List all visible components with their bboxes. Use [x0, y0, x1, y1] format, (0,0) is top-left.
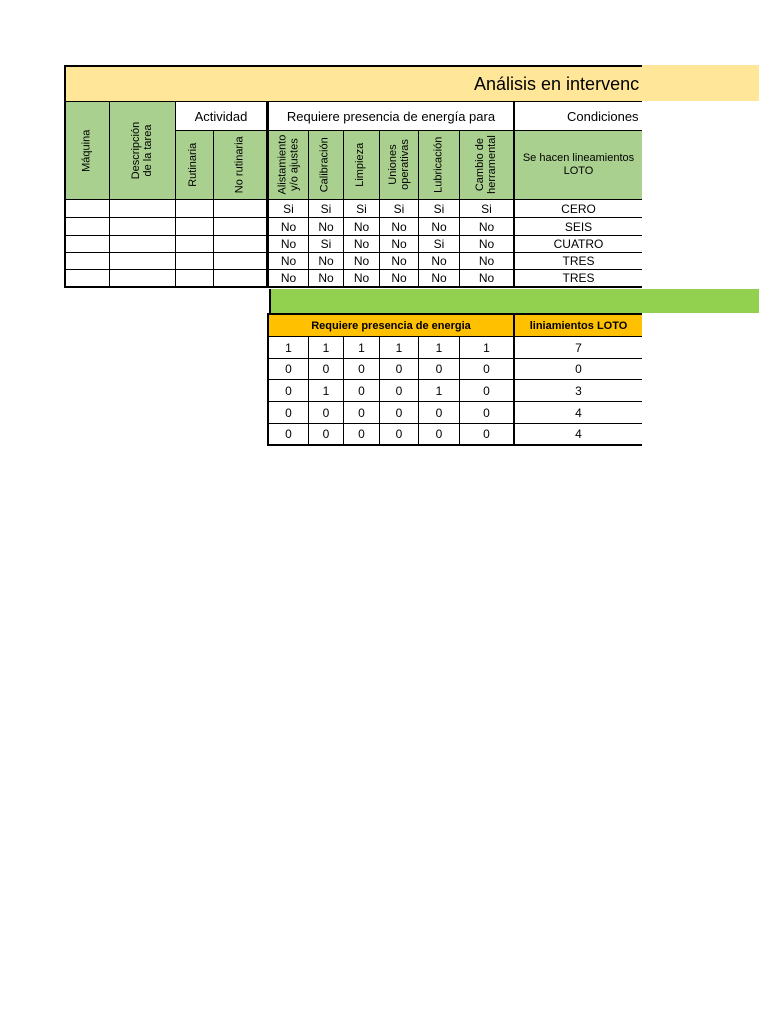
table-cell[interactable]: 0 — [380, 358, 419, 380]
table-cell[interactable]: 0 — [380, 424, 419, 446]
loto-count-cell[interactable]: 3 — [515, 380, 642, 402]
table-cell[interactable]: 1 — [309, 337, 344, 359]
table-cell[interactable]: Si — [460, 200, 515, 218]
table-cell[interactable] — [110, 236, 176, 253]
header-rutinaria[interactable] — [176, 130, 214, 200]
table-cell[interactable]: 0 — [267, 402, 309, 424]
table-cell[interactable]: No — [267, 236, 309, 253]
table-cell[interactable]: 0 — [309, 358, 344, 380]
table-cell[interactable]: Si — [419, 236, 460, 253]
table-cell[interactable] — [110, 200, 176, 218]
header-maquina-label: Máquina — [80, 129, 93, 172]
title-cell[interactable] — [64, 65, 642, 101]
header-requiere-label: Requiere presencia de energía para — [286, 108, 496, 124]
table-cell[interactable]: 1 — [309, 380, 344, 402]
table-cell[interactable] — [176, 236, 214, 253]
table-cell[interactable] — [176, 270, 214, 288]
header-energy-col[interactable] — [267, 130, 309, 200]
header-no-rutinaria[interactable] — [214, 130, 267, 200]
header-loto-question-label: Se hacen lineamientos LOTO — [522, 151, 635, 177]
loto-count-cell[interactable]: 7 — [515, 337, 642, 359]
table-cell[interactable]: No — [460, 236, 515, 253]
title-overflow-band — [642, 65, 759, 101]
table-cell[interactable] — [176, 218, 214, 236]
table-cell[interactable]: 0 — [267, 380, 309, 402]
table-cell[interactable]: 0 — [380, 402, 419, 424]
header-energy-col[interactable] — [309, 130, 344, 200]
table-cell[interactable]: No — [419, 253, 460, 270]
table-cell[interactable]: 0 — [460, 402, 515, 424]
header-rutinaria-label: Rutinaria — [187, 142, 200, 188]
table-cell[interactable]: No — [344, 218, 380, 236]
table-cell[interactable] — [64, 200, 110, 218]
header-no-rutinaria-label: No rutinaria — [233, 136, 246, 194]
table-cell[interactable]: 0 — [380, 380, 419, 402]
table-cell[interactable]: 1 — [419, 380, 460, 402]
table-cell[interactable]: 0 — [309, 424, 344, 446]
table-cell[interactable]: 0 — [267, 358, 309, 380]
header-descripcion[interactable] — [110, 101, 176, 200]
header-loto-question[interactable] — [515, 130, 642, 200]
table-cell[interactable] — [110, 218, 176, 236]
table-cell[interactable]: Si — [309, 236, 344, 253]
table-cell[interactable]: 0 — [267, 424, 309, 446]
table-cell[interactable]: 0 — [344, 424, 380, 446]
header-descripcion-label: Descripción de la tarea — [129, 121, 154, 180]
loto-count-cell[interactable]: 0 — [515, 358, 642, 380]
table-cell[interactable]: No — [309, 253, 344, 270]
header-energy-col[interactable] — [419, 130, 460, 200]
table-cell[interactable]: No — [380, 236, 419, 253]
table-cell[interactable]: No — [460, 253, 515, 270]
table-cell[interactable]: Si — [309, 200, 344, 218]
table-cell[interactable]: 0 — [344, 380, 380, 402]
table-cell[interactable]: 1 — [267, 337, 309, 359]
header-maquina[interactable] — [64, 101, 110, 200]
table-cell[interactable]: No — [267, 253, 309, 270]
loto-cell[interactable]: CUATRO — [515, 236, 642, 253]
table-cell[interactable]: No — [344, 236, 380, 253]
table-cell[interactable]: 0 — [419, 424, 460, 446]
header-energy-col-label: Alistamiento y/o ajustes — [275, 135, 300, 195]
table-cell[interactable] — [110, 253, 176, 270]
table-cell[interactable] — [214, 218, 267, 236]
header-actividad[interactable] — [176, 101, 267, 130]
table-cell[interactable]: No — [267, 270, 309, 288]
table-cell[interactable] — [214, 236, 267, 253]
bottom-header-loto[interactable] — [515, 313, 642, 337]
bottom-header-energy[interactable] — [267, 313, 515, 337]
table-cell[interactable] — [64, 218, 110, 236]
table-cell[interactable] — [110, 270, 176, 288]
header-energy-col-label: Uniones operativas — [386, 139, 410, 191]
header-requiere[interactable] — [267, 101, 515, 130]
table-cell[interactable]: 1 — [344, 337, 380, 359]
table-cell[interactable]: No — [344, 270, 380, 288]
table-cell[interactable]: 1 — [380, 337, 419, 359]
table-cell[interactable] — [64, 270, 110, 288]
table-cell[interactable]: Si — [380, 200, 419, 218]
table-cell[interactable]: No — [419, 218, 460, 236]
header-energy-col-label: Limpieza — [354, 142, 367, 188]
table-cell[interactable]: No — [380, 253, 419, 270]
table-cell[interactable]: No — [460, 270, 515, 288]
header-energy-col[interactable] — [344, 130, 380, 200]
table-cell[interactable]: No — [309, 218, 344, 236]
header-actividad-label: Actividad — [194, 108, 248, 124]
table-cell[interactable]: 0 — [419, 358, 460, 380]
bottom-header-loto-label: liniamientos LOTO — [529, 319, 628, 332]
header-energy-col[interactable] — [460, 130, 515, 200]
table-cell[interactable]: 1 — [419, 337, 460, 359]
header-energy-col-label: Cambio de herramental — [473, 135, 498, 195]
loto-count-cell[interactable]: 4 — [515, 402, 642, 424]
table-cell[interactable]: 0 — [309, 402, 344, 424]
table-cell[interactable]: No — [380, 270, 419, 288]
loto-count-cell[interactable]: 4 — [515, 424, 642, 446]
table-cell[interactable]: No — [380, 218, 419, 236]
table-cell[interactable] — [64, 253, 110, 270]
table-cell[interactable]: No — [309, 270, 344, 288]
table-cell[interactable]: 0 — [344, 402, 380, 424]
table-cell[interactable]: No — [419, 270, 460, 288]
table-cell[interactable]: Si — [344, 200, 380, 218]
table-cell[interactable]: Si — [267, 200, 309, 218]
table-cell[interactable]: 1 — [460, 337, 515, 359]
table-cell[interactable] — [176, 200, 214, 218]
green-band — [269, 289, 759, 313]
table-cell[interactable] — [214, 253, 267, 270]
header-condiciones-label: Condiciones — [567, 108, 639, 124]
page-title: Análisis en intervenc — [474, 73, 640, 94]
loto-cell[interactable]: SEIS — [515, 218, 642, 236]
table-cell[interactable]: Si — [419, 200, 460, 218]
table-cell[interactable] — [176, 253, 214, 270]
table-cell[interactable]: No — [344, 253, 380, 270]
table-cell[interactable] — [214, 270, 267, 288]
table-cell[interactable]: 0 — [460, 424, 515, 446]
table-cell[interactable] — [64, 236, 110, 253]
table-cell[interactable]: 0 — [460, 358, 515, 380]
header-energy-col[interactable] — [380, 130, 419, 200]
loto-cell[interactable]: CERO — [515, 200, 642, 218]
header-energy-col-label: Lubricación — [432, 136, 445, 194]
loto-cell[interactable]: TRES — [515, 253, 642, 270]
table-cell[interactable] — [214, 200, 267, 218]
bottom-header-energy-label: Requiere presencia de energia — [311, 319, 471, 332]
table-cell[interactable]: 0 — [419, 402, 460, 424]
table-cell[interactable]: No — [267, 218, 309, 236]
table-cell[interactable]: 0 — [460, 380, 515, 402]
header-energy-col-label: Calibración — [319, 137, 332, 193]
table-cell[interactable]: No — [460, 218, 515, 236]
table-cell[interactable]: 0 — [344, 358, 380, 380]
loto-cell[interactable]: TRES — [515, 270, 642, 288]
header-condiciones[interactable] — [515, 101, 642, 130]
